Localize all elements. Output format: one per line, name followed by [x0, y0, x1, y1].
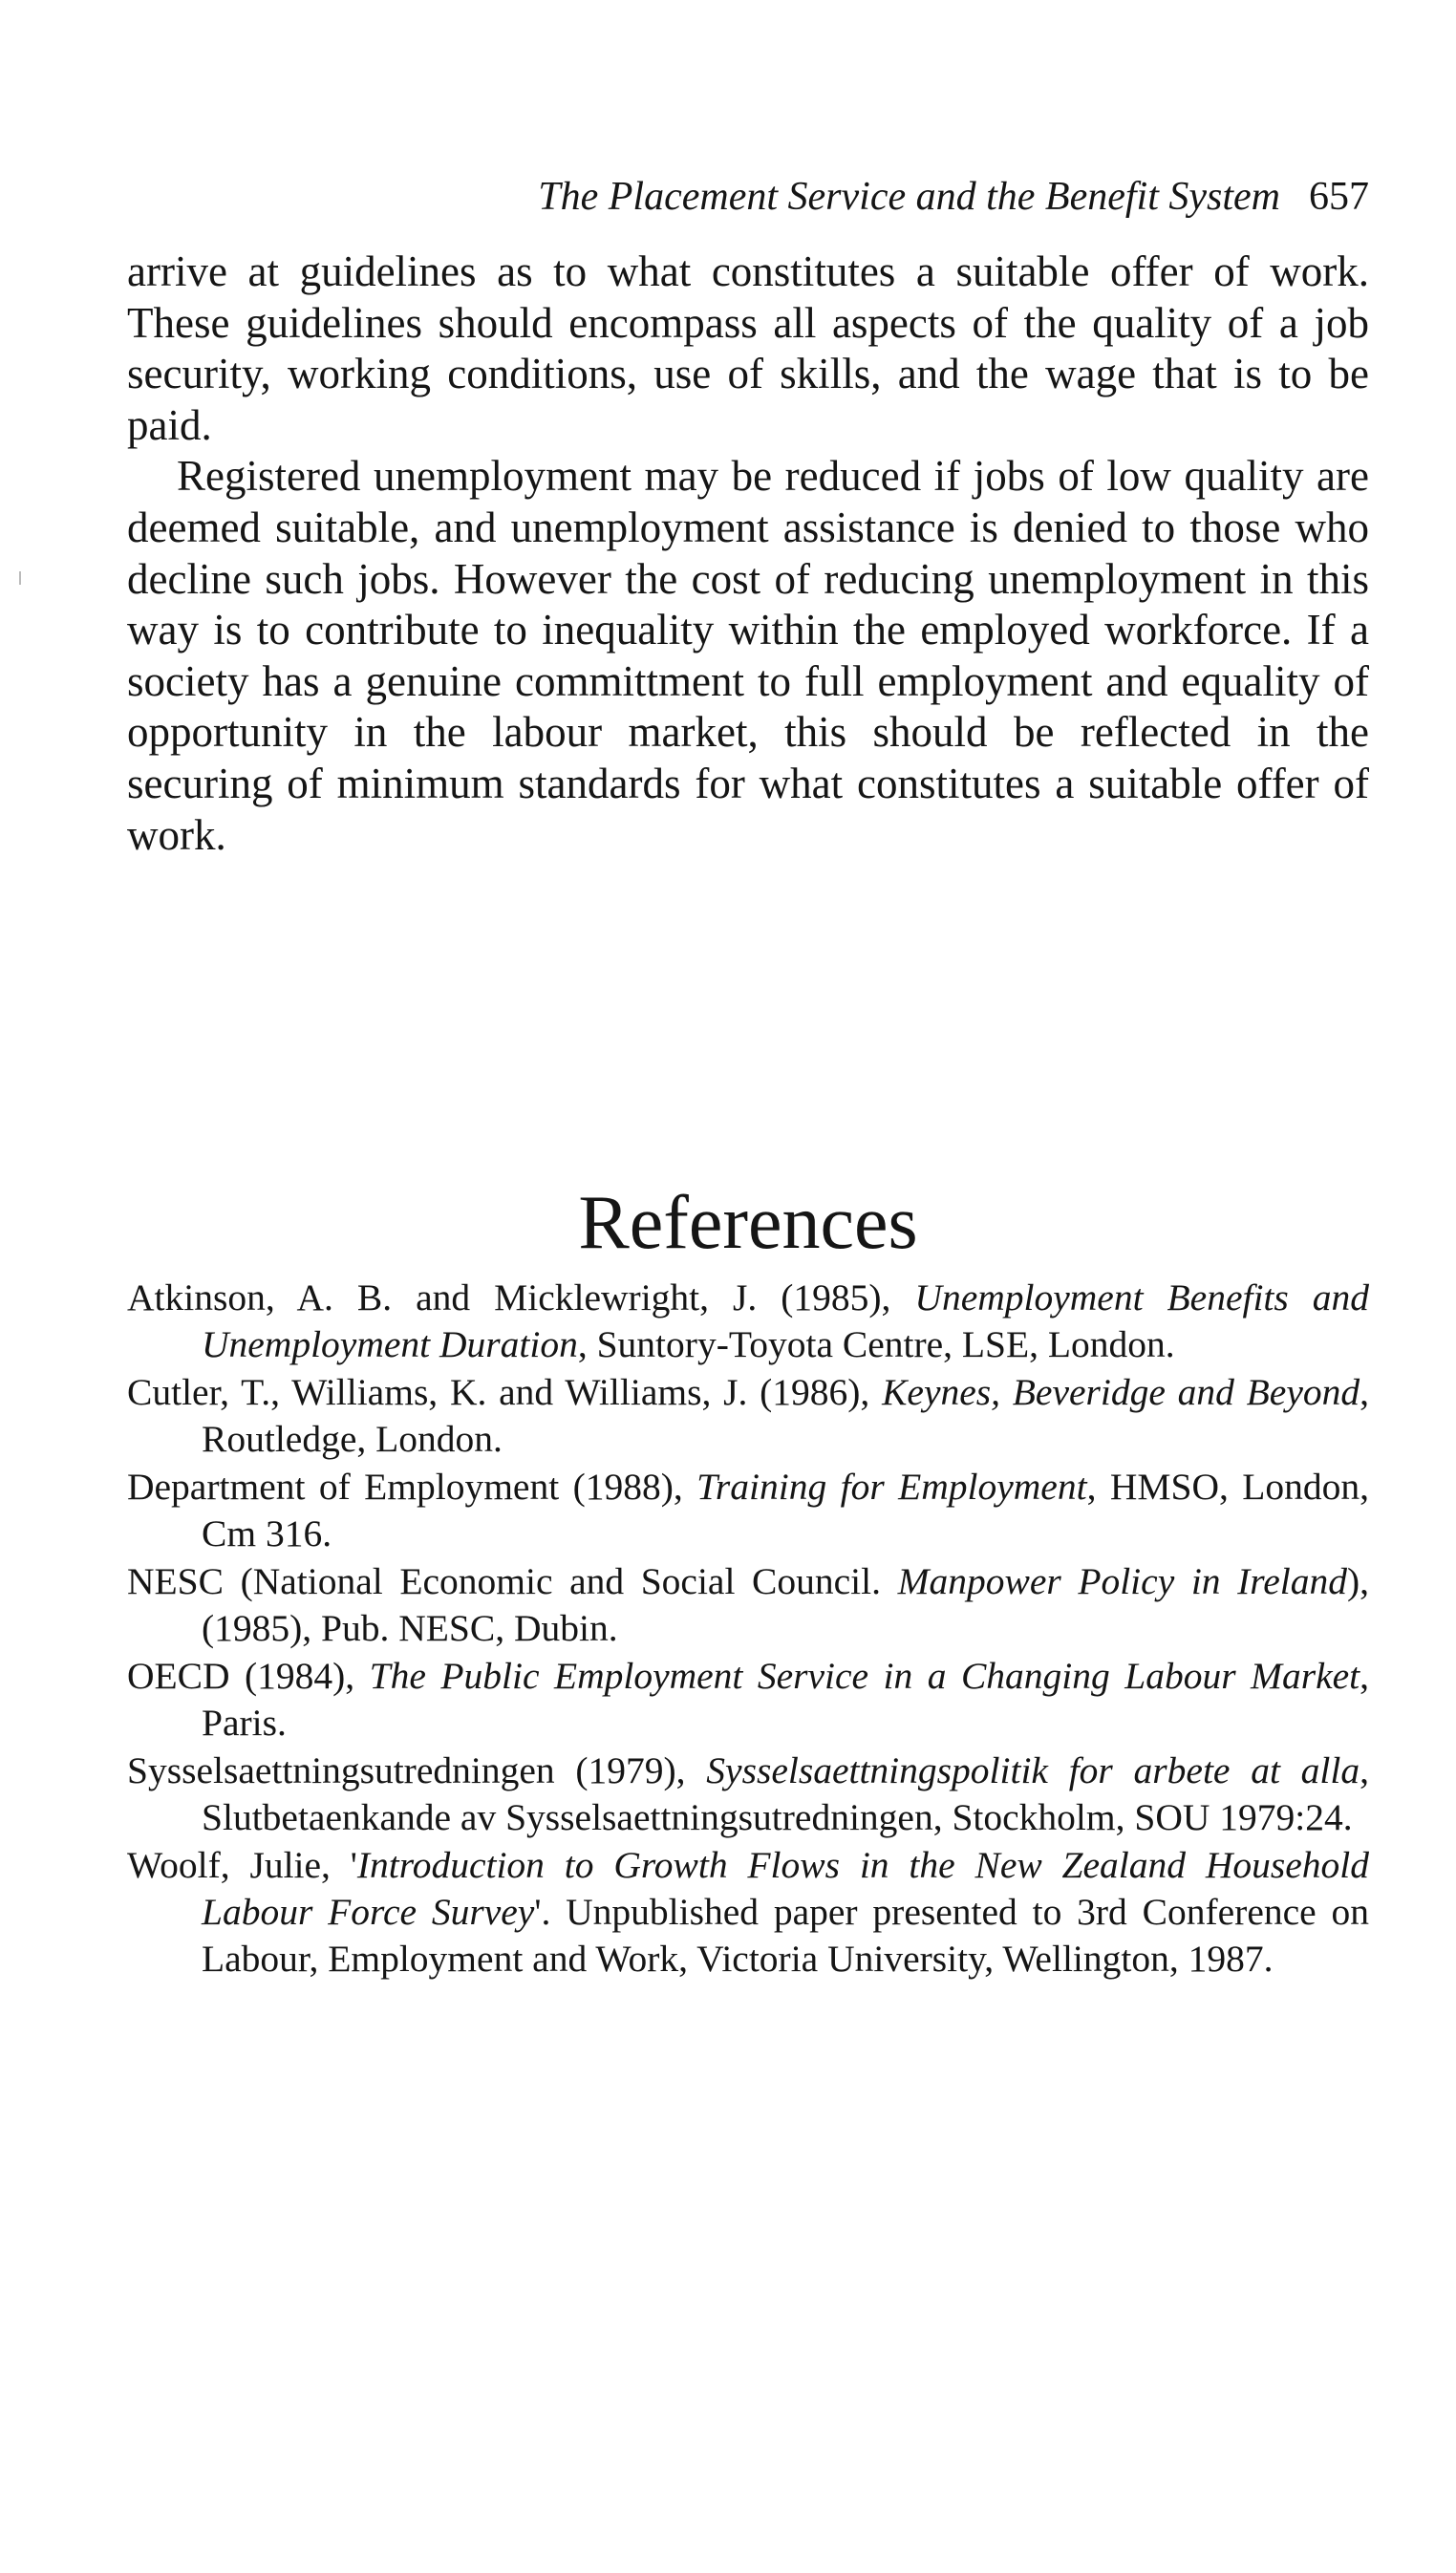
- reference-authors: Atkinson, A. B. and Micklewright, J. (1985),: [127, 1276, 915, 1319]
- reference-authors: Sysselsaettningsutredningen (1979),: [127, 1749, 707, 1791]
- reference-title: Sysselsaettningspolitik for arbete at alla: [706, 1749, 1360, 1791]
- references-heading: References: [578, 1181, 918, 1265]
- reference-item: [127, 1464, 1369, 1557]
- reference-item: [127, 1747, 1369, 1841]
- reference-publisher: '. Unpublished paper presented to 3rd Conference on Labour, Employment and Work, Victoria University, Wellington, 1987.: [202, 1891, 1370, 1980]
- reference-authors: Woolf, Julie, ': [127, 1844, 357, 1886]
- reference-authors: OECD (1984),: [127, 1655, 370, 1697]
- reference-authors: Department of Employment (1988),: [127, 1466, 697, 1508]
- body-text: [127, 247, 1369, 861]
- reference-publisher: , HMSO, London, Cm 316.: [202, 1466, 1369, 1555]
- reference-item: [127, 1653, 1369, 1747]
- reference-title: Introduction to Growth Flows in the New Zealand Household Labour Force Survey: [202, 1844, 1370, 1933]
- reference-publisher: , Routledge, London.: [202, 1371, 1370, 1460]
- reference-item: [127, 1369, 1369, 1463]
- reference-publisher: ), (1985), Pub. NESC, Dubin.: [202, 1560, 1369, 1649]
- reference-item: [127, 1842, 1369, 1983]
- reference-list: [127, 1275, 1369, 1983]
- reference-publisher: , Suntory-Toyota Centre, LSE, London.: [577, 1323, 1175, 1365]
- reference-title: Keynes, Beveridge and Beyond: [882, 1371, 1360, 1413]
- reference-publisher: , Paris.: [202, 1655, 1369, 1744]
- reference-item: [127, 1558, 1369, 1652]
- reference-title: Manpower Policy in Ireland: [897, 1560, 1347, 1602]
- reference-title: The Public Employment Service in a Changing Labour Market: [369, 1655, 1360, 1697]
- reference-authors: Cutler, T., Williams, K. and Williams, J. (1986),: [127, 1371, 883, 1413]
- reference-authors: NESC (National Economic and Social Council.: [127, 1560, 898, 1602]
- reference-title: Unemployment Benefits and Unemployment Duration: [202, 1276, 1370, 1365]
- reference-item: [127, 1275, 1369, 1368]
- running-head: [538, 170, 1369, 224]
- page-number: 657: [1309, 175, 1369, 219]
- body-paragraph: Registered unemployment may be reduced if jobs of low quality are deemed suitable, and unemployment assistance is denied to those who decline such jobs. However the cost of reducing unemployment in this way is to contribute to inequality within the employed workforce. If a society has a genuine committment to full employment and equality of opportunity in the labour market, this should be reflected in the securing of minimum standards for what constitutes a suitable offer of work.: [127, 452, 1369, 859]
- body-paragraph: arrive at guidelines as to what constitutes a suitable offer of work. These guidelines should encompass all aspects of the quality of a job security, working conditions, use of skills, and the wage that is to be paid.: [127, 247, 1369, 449]
- reference-title: Training for Employment: [696, 1466, 1087, 1508]
- reference-publisher: , Slutbetaenkande av Sysselsaettningsutredningen, Stockholm, SOU 1979:24.: [202, 1749, 1369, 1838]
- running-title: The Placement Service and the Benefit System: [538, 175, 1280, 219]
- margin-mark: [19, 571, 21, 585]
